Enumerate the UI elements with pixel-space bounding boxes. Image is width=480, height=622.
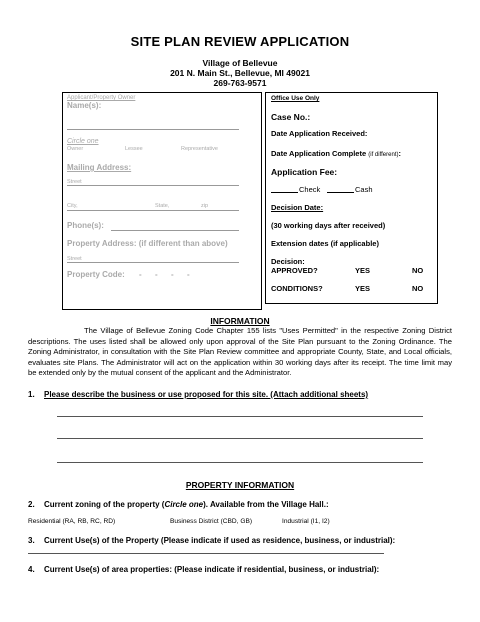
approved-yes[interactable]: YES [355,266,371,275]
circle-one-label: Circle one [67,138,99,145]
property-street-field[interactable] [67,262,239,263]
property-code-field[interactable]: - - - - [139,270,190,279]
date-complete-text: Date Application Complete [271,149,367,158]
village-name: Village of Bellevue [202,58,278,68]
office-use-heading: Office Use Only [271,95,320,102]
date-complete-colon: : [398,149,401,158]
approved-no[interactable]: NO [412,266,424,275]
office-use-box [265,92,438,304]
extension-dates-label: Extension dates (if applicable) [271,239,379,248]
phone-label: Phone(s): [67,221,104,230]
zone-business[interactable]: Business District (CBD, GB) [170,518,253,525]
q1-number: 1. [28,390,35,399]
q1-answer-line-1[interactable] [57,416,423,417]
decision-label: Decision: [271,257,305,266]
q3-answer-line[interactable] [28,553,384,554]
zone-residential[interactable]: Residential (RA, RB, RC, RD) [28,518,116,525]
mailing-address-label: Mailing Address: [67,163,132,172]
q2-text-a: Current zoning of the property ( [44,500,165,509]
working-days-note: (30 working days after received) [271,221,386,230]
q2-circle-one: Circle one [164,500,204,509]
date-received-label: Date Application Received: [271,129,368,138]
role-lessee[interactable]: Lessee [125,146,143,152]
street-field[interactable] [67,185,239,186]
decision-date-label: Decision Date: [271,203,324,212]
q2-text-b: ). Available from the Village Hall.: [203,500,329,509]
name-label: Name(s): [67,101,102,110]
q4-text: Current Use(s) of area properties: (Please indicate if residential, business, or industrial): [44,565,380,574]
conditions-label: CONDITIONS? [271,284,323,293]
name-field[interactable] [67,129,239,130]
zone-industrial[interactable]: Industrial (I1, I2) [282,518,330,525]
if-different-note: (if different) [368,152,399,158]
q1-answer-line-3[interactable] [57,462,423,463]
conditions-yes[interactable]: YES [355,284,371,293]
check-label: Check [299,185,321,194]
q1-answer-line-2[interactable] [57,438,423,439]
check-field[interactable] [271,192,298,193]
cash-field[interactable] [327,192,354,193]
street-label: Street [67,179,82,185]
property-code-label: Property Code: [67,270,125,279]
conditions-no[interactable]: NO [412,284,424,293]
q3-number: 3. [28,536,35,545]
city-label: City, [67,203,78,209]
street2-label: Street [67,256,82,262]
q2-number: 2. [28,500,35,509]
applicant-box [62,92,262,310]
applicant-owner-label: Applicant/Property Owner [67,95,136,101]
q1-text: Please describe the business or use proposed for this site. (Attach additional sheets) [44,390,369,399]
date-complete-label [271,149,401,158]
role-representative[interactable]: Representative [181,146,218,152]
zip-label: zip [201,203,209,209]
application-fee-label: Application Fee: [271,167,338,177]
page-title: SITE PLAN REVIEW APPLICATION [130,34,350,49]
q3-text: Current Use(s) of the Property (Please indicate if used as residence, business, or industrial): [44,536,396,545]
approved-label: APPROVED? [271,266,318,275]
property-info-heading: PROPERTY INFORMATION [185,480,295,490]
village-address: 201 N. Main St., Bellevue, MI 49021 [170,68,310,78]
state-label: State, [155,203,170,209]
q4-number: 4. [28,565,35,574]
role-owner[interactable]: Owner [67,146,84,152]
cash-label: Cash [355,185,373,194]
phone-field[interactable] [111,230,239,231]
information-text: The Village of Bellevue Zoning Code Chapter 155 lists "Uses Permitted" in the respective Zoning District descriptions. The uses listed shall be allowed only upon approval of the Site Plan pursuant to the Zoning Ordinance. The Zoning Administrator, in consultation with the Site Plan Review committee and appropriate County, State, and Local officials, evaluates site Plans. The Administrator will act on the application within 30 working days after its receipt. The time limit may be extended only by the mutual consent of the applicant and the Administrator. [28,326,452,378]
village-phone: 269-763-9571 [213,78,267,88]
q2-text [44,500,329,509]
property-address-label: Property Address: (if different than above) [67,239,228,248]
case-no-label: Case No.: [271,112,311,122]
information-heading: INFORMATION [210,316,270,326]
city-state-zip-field[interactable] [67,210,239,211]
